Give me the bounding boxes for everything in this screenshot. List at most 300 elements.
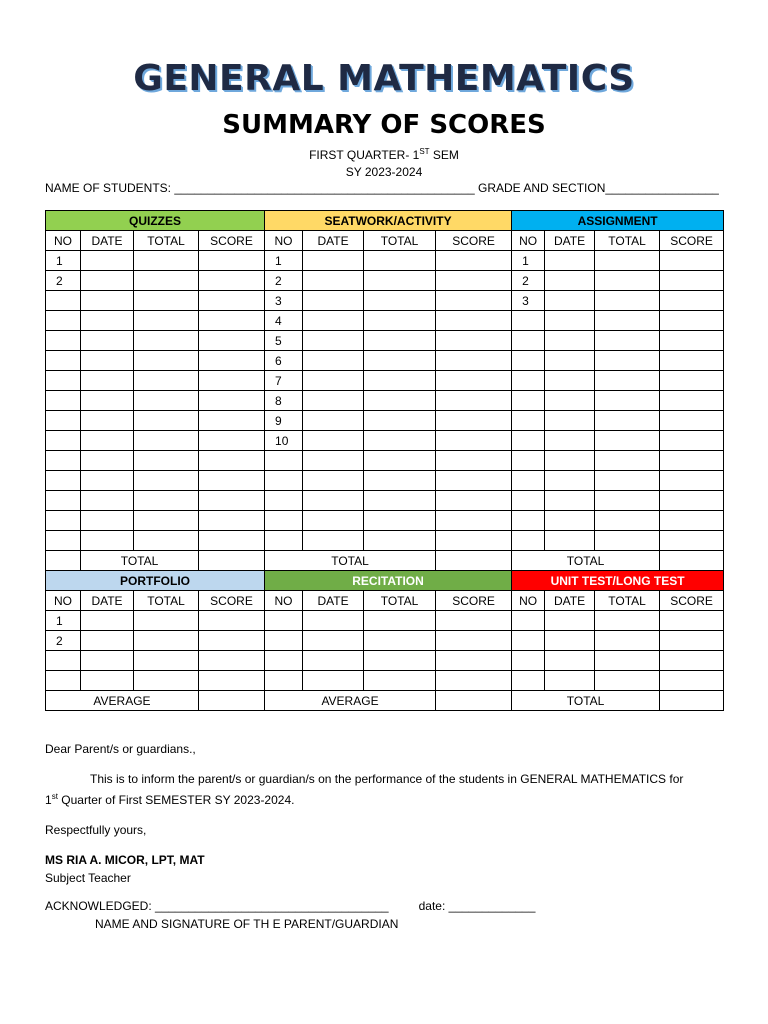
quizzes-entry-cell[interactable]: [81, 431, 134, 451]
quizzes-entry-cell[interactable]: [134, 411, 199, 431]
portfolio-entry-cell[interactable]: [134, 651, 199, 671]
seatwork-entry-cell[interactable]: [364, 511, 436, 531]
assignment-entry-cell[interactable]: [660, 431, 724, 451]
seatwork-entry-cell[interactable]: [303, 451, 364, 471]
table-row: [46, 271, 724, 291]
quizzes-no-cell: [46, 391, 81, 411]
column-header-date: DATE: [303, 591, 364, 611]
seatwork-entry-cell[interactable]: [436, 311, 512, 331]
portfolio-entry-cell[interactable]: [81, 671, 134, 691]
column-header-no: NO: [512, 591, 545, 611]
assignment-entry-cell[interactable]: [595, 311, 660, 331]
student-name-blank: _____________________________________________: [174, 181, 475, 195]
quizzes-entry-cell[interactable]: [199, 511, 265, 531]
recitation-entry-cell[interactable]: [303, 631, 364, 651]
assignment-entry-cell[interactable]: [545, 431, 595, 451]
document-title: GENERAL MATHEMATICS: [133, 58, 635, 99]
column-header-score: SCORE: [199, 231, 265, 251]
seatwork-entry-cell[interactable]: [364, 471, 436, 491]
quizzes-entry-cell[interactable]: [81, 531, 134, 551]
quizzes-entry-cell[interactable]: [81, 331, 134, 351]
quizzes-entry-cell[interactable]: [81, 371, 134, 391]
unit-test-entry-cell[interactable]: [595, 671, 660, 691]
assignment-entry-cell[interactable]: [595, 371, 660, 391]
column-header-row-2: [46, 591, 724, 611]
recitation-entry-cell[interactable]: [364, 631, 436, 651]
seatwork-entry-cell[interactable]: [303, 351, 364, 371]
assignment-entry-cell[interactable]: [595, 391, 660, 411]
quizzes-entry-cell[interactable]: [199, 451, 265, 471]
seatwork-no-cell: 7: [265, 371, 303, 391]
column-header-score: SCORE: [436, 231, 512, 251]
seatwork-entry-cell[interactable]: [303, 291, 364, 311]
column-header-total: TOTAL: [134, 231, 199, 251]
quizzes-entry-cell[interactable]: [134, 451, 199, 471]
seatwork-no-cell: 10: [265, 431, 303, 451]
seatwork-no-cell: [265, 531, 303, 551]
assignment-entry-cell[interactable]: [595, 331, 660, 351]
seatwork-entry-cell[interactable]: [364, 331, 436, 351]
column-header-score: SCORE: [660, 231, 724, 251]
quizzes-entry-cell[interactable]: [199, 391, 265, 411]
table-row: [46, 411, 724, 431]
assignment-total-label: TOTAL: [512, 551, 660, 571]
column-header-no: NO: [46, 591, 81, 611]
quizzes-no-cell: [46, 451, 81, 471]
quizzes-entry-cell[interactable]: [134, 331, 199, 351]
unit-test-no-cell: [512, 671, 545, 691]
portfolio-average-cell[interactable]: [199, 691, 265, 711]
quarter-line: FIRST QUARTER- 1ST SEM: [309, 147, 459, 162]
quizzes-total-cell[interactable]: [199, 551, 265, 571]
section-header-row-2: [46, 571, 724, 591]
seatwork-entry-cell[interactable]: [364, 411, 436, 431]
assignment-entry-cell[interactable]: [660, 451, 724, 471]
assignment-entry-cell[interactable]: [660, 251, 724, 271]
seatwork-entry-cell[interactable]: [436, 391, 512, 411]
assignment-no-cell: [512, 511, 545, 531]
assignment-entry-cell[interactable]: [545, 511, 595, 531]
quizzes-no-cell: [46, 411, 81, 431]
assignment-entry-cell[interactable]: [545, 491, 595, 511]
column-header-date: DATE: [545, 231, 595, 251]
seatwork-no-cell: 3: [265, 291, 303, 311]
unit-test-entry-cell[interactable]: [595, 631, 660, 651]
quizzes-entry-cell[interactable]: [199, 351, 265, 371]
quizzes-entry-cell[interactable]: [199, 471, 265, 491]
seatwork-entry-cell[interactable]: [364, 431, 436, 451]
table-row: [46, 611, 724, 631]
assignment-header: ASSIGNMENT: [512, 211, 724, 231]
assignment-entry-cell[interactable]: [660, 471, 724, 491]
quizzes-no-cell: [46, 431, 81, 451]
quizzes-entry-cell[interactable]: [81, 351, 134, 371]
recitation-entry-cell[interactable]: [436, 671, 512, 691]
assignment-entry-cell[interactable]: [545, 311, 595, 331]
section-header-row: [46, 211, 724, 231]
assignment-entry-cell[interactable]: [660, 351, 724, 371]
quizzes-no-cell: [46, 511, 81, 531]
quizzes-entry-cell[interactable]: [134, 371, 199, 391]
portfolio-no-cell: 2: [46, 631, 81, 651]
recitation-no-cell: [265, 671, 303, 691]
quizzes-entry-cell[interactable]: [134, 471, 199, 491]
letter-salutation: Dear Parent/s or guardians.,: [45, 742, 196, 756]
date-blank[interactable]: _____________: [448, 899, 536, 913]
recitation-entry-cell[interactable]: [364, 651, 436, 671]
seatwork-entry-cell[interactable]: [436, 491, 512, 511]
assignment-entry-cell[interactable]: [545, 271, 595, 291]
assignment-entry-cell[interactable]: [545, 531, 595, 551]
document-subtitle: SUMMARY OF SCORES: [222, 110, 546, 140]
assignment-entry-cell[interactable]: [595, 431, 660, 451]
quizzes-entry-cell[interactable]: [81, 391, 134, 411]
quizzes-entry-cell[interactable]: [199, 371, 265, 391]
portfolio-no-cell: [46, 651, 81, 671]
recitation-entry-cell[interactable]: [303, 611, 364, 631]
seatwork-entry-cell[interactable]: [303, 371, 364, 391]
assignment-entry-cell[interactable]: [545, 351, 595, 371]
seatwork-entry-cell[interactable]: [436, 511, 512, 531]
table-row: [46, 651, 724, 671]
assignment-no-cell: [512, 331, 545, 351]
seatwork-entry-cell[interactable]: [364, 271, 436, 291]
portfolio-entry-cell[interactable]: [134, 631, 199, 651]
unit-test-entry-cell[interactable]: [595, 611, 660, 631]
table-row: [46, 311, 724, 331]
assignment-entry-cell[interactable]: [545, 391, 595, 411]
acknowledgement-blank[interactable]: ___________________________________: [155, 899, 389, 913]
seatwork-header: SEATWORK/ACTIVITY: [265, 211, 512, 231]
assignment-entry-cell[interactable]: [660, 511, 724, 531]
quizzes-entry-cell[interactable]: [134, 431, 199, 451]
assignment-no-cell: 2: [512, 271, 545, 291]
assignment-entry-cell[interactable]: [595, 271, 660, 291]
quizzes-entry-cell[interactable]: [199, 531, 265, 551]
seatwork-entry-cell[interactable]: [303, 471, 364, 491]
assignment-no-cell: [512, 371, 545, 391]
table-row: [46, 451, 724, 471]
recitation-no-cell: [265, 631, 303, 651]
assignment-entry-cell[interactable]: [660, 411, 724, 431]
assignment-no-cell: [512, 311, 545, 331]
assignment-no-cell: [512, 431, 545, 451]
quizzes-entry-cell[interactable]: [199, 431, 265, 451]
seatwork-entry-cell[interactable]: [303, 511, 364, 531]
seatwork-entry-cell[interactable]: [303, 391, 364, 411]
assignment-entry-cell[interactable]: [545, 471, 595, 491]
seatwork-total-cell[interactable]: [436, 551, 512, 571]
assignment-entry-cell[interactable]: [545, 291, 595, 311]
column-header-total: TOTAL: [364, 231, 436, 251]
portfolio-entry-cell[interactable]: [199, 611, 265, 631]
unit-test-entry-cell[interactable]: [545, 611, 595, 631]
quizzes-entry-cell[interactable]: [199, 411, 265, 431]
seatwork-entry-cell[interactable]: [364, 531, 436, 551]
portfolio-entry-cell[interactable]: [134, 671, 199, 691]
seatwork-entry-cell[interactable]: [303, 431, 364, 451]
portfolio-no-cell: 1: [46, 611, 81, 631]
table-row: [46, 291, 724, 311]
seatwork-no-cell: [265, 511, 303, 531]
assignment-entry-cell[interactable]: [545, 251, 595, 271]
letter-body-2: 1st Quarter of First SEMESTER SY 2023-2024.: [45, 792, 295, 807]
assignment-entry-cell[interactable]: [660, 311, 724, 331]
seatwork-entry-cell[interactable]: [436, 531, 512, 551]
seatwork-entry-cell[interactable]: [303, 271, 364, 291]
seatwork-entry-cell[interactable]: [364, 371, 436, 391]
assignment-entry-cell[interactable]: [660, 371, 724, 391]
table-row: [46, 351, 724, 371]
unit-test-entry-cell[interactable]: [660, 611, 724, 631]
assignment-entry-cell[interactable]: [595, 491, 660, 511]
seatwork-entry-cell[interactable]: [436, 411, 512, 431]
unit-test-entry-cell[interactable]: [545, 631, 595, 651]
quizzes-entry-cell[interactable]: [134, 251, 199, 271]
assignment-no-cell: [512, 411, 545, 431]
assignment-entry-cell[interactable]: [660, 491, 724, 511]
portfolio-no-cell: [46, 671, 81, 691]
column-header-no: NO: [265, 231, 303, 251]
assignment-entry-cell[interactable]: [660, 391, 724, 411]
quizzes-no-cell: [46, 291, 81, 311]
table-row: [46, 631, 724, 651]
assignment-no-cell: [512, 451, 545, 471]
seatwork-entry-cell[interactable]: [303, 491, 364, 511]
table-row: [46, 331, 724, 351]
quizzes-no-cell: [46, 331, 81, 351]
seatwork-entry-cell[interactable]: [364, 391, 436, 411]
seatwork-entry-cell[interactable]: [303, 251, 364, 271]
assignment-entry-cell[interactable]: [545, 411, 595, 431]
quizzes-entry-cell[interactable]: [81, 411, 134, 431]
unit-test-total-cell[interactable]: [660, 691, 724, 711]
assignment-no-cell: [512, 391, 545, 411]
seatwork-entry-cell[interactable]: [303, 311, 364, 331]
seatwork-total-label: TOTAL: [265, 551, 436, 571]
column-header-date: DATE: [303, 231, 364, 251]
quizzes-entry-cell[interactable]: [134, 491, 199, 511]
seatwork-entry-cell[interactable]: [436, 291, 512, 311]
assignment-entry-cell[interactable]: [660, 331, 724, 351]
acknowledgement-row: ACKNOWLEDGED: ___________________________________ date: _____________: [45, 899, 536, 913]
unit-test-entry-cell[interactable]: [545, 671, 595, 691]
assignment-entry-cell[interactable]: [545, 371, 595, 391]
student-name-row: NAME OF STUDENTS: _____________________________________________ GRADE AND SECTION_________________: [45, 181, 719, 195]
school-year: SY 2023-2024: [345, 165, 423, 179]
seatwork-entry-cell[interactable]: [364, 351, 436, 371]
seatwork-no-cell: [265, 491, 303, 511]
portfolio-entry-cell[interactable]: [81, 631, 134, 651]
quizzes-entry-cell[interactable]: [81, 471, 134, 491]
assignment-entry-cell[interactable]: [595, 411, 660, 431]
seatwork-entry-cell[interactable]: [436, 431, 512, 451]
quizzes-entry-cell[interactable]: [81, 491, 134, 511]
assignment-no-cell: [512, 351, 545, 371]
assignment-entry-cell[interactable]: [595, 471, 660, 491]
quizzes-entry-cell[interactable]: [81, 251, 134, 271]
quizzes-entry-cell[interactable]: [199, 271, 265, 291]
column-header-total: TOTAL: [134, 591, 199, 611]
seatwork-no-cell: 4: [265, 311, 303, 331]
quizzes-entry-cell[interactable]: [134, 311, 199, 331]
assignment-no-cell: [512, 531, 545, 551]
assignment-entry-cell[interactable]: [595, 291, 660, 311]
recitation-no-cell: [265, 611, 303, 631]
assignment-entry-cell[interactable]: [545, 451, 595, 471]
seatwork-entry-cell[interactable]: [436, 331, 512, 351]
quizzes-entry-cell[interactable]: [134, 271, 199, 291]
column-header-date: DATE: [81, 231, 134, 251]
assignment-entry-cell[interactable]: [545, 331, 595, 351]
seatwork-no-cell: 5: [265, 331, 303, 351]
quizzes-no-cell: [46, 491, 81, 511]
seatwork-entry-cell[interactable]: [436, 371, 512, 391]
quizzes-no-cell: [46, 531, 81, 551]
table-row: [46, 371, 724, 391]
seatwork-no-cell: 9: [265, 411, 303, 431]
quizzes-entry-cell[interactable]: [199, 311, 265, 331]
assignment-no-cell: 1: [512, 251, 545, 271]
portfolio-entry-cell[interactable]: [81, 611, 134, 631]
seatwork-entry-cell[interactable]: [364, 491, 436, 511]
unit-test-entry-cell[interactable]: [545, 651, 595, 671]
column-header-total: TOTAL: [364, 591, 436, 611]
seatwork-no-cell: 6: [265, 351, 303, 371]
quizzes-entry-cell[interactable]: [81, 271, 134, 291]
recitation-average-cell[interactable]: [436, 691, 512, 711]
portfolio-entry-cell[interactable]: [134, 611, 199, 631]
seatwork-no-cell: 2: [265, 271, 303, 291]
table-row: [46, 431, 724, 451]
teacher-name: MS RIA A. MICOR, LPT, MAT: [45, 853, 205, 867]
quizzes-entry-cell[interactable]: [134, 531, 199, 551]
unit-test-entry-cell[interactable]: [660, 651, 724, 671]
unit-test-no-cell: [512, 631, 545, 651]
table-row: [46, 471, 724, 491]
seatwork-entry-cell[interactable]: [364, 251, 436, 271]
quizzes-total-label: TOTAL: [81, 551, 199, 571]
seatwork-entry-cell[interactable]: [303, 531, 364, 551]
recitation-entry-cell[interactable]: [436, 631, 512, 651]
column-header-no: NO: [512, 231, 545, 251]
column-header-score: SCORE: [436, 591, 512, 611]
unit-test-no-cell: [512, 651, 545, 671]
column-header-date: DATE: [545, 591, 595, 611]
total-row: [46, 551, 724, 571]
assignment-entry-cell[interactable]: [595, 451, 660, 471]
seatwork-no-cell: 8: [265, 391, 303, 411]
table-row: [46, 531, 724, 551]
assignment-entry-cell[interactable]: [660, 291, 724, 311]
unit-test-entry-cell[interactable]: [595, 651, 660, 671]
column-header-date: DATE: [81, 591, 134, 611]
recitation-entry-cell[interactable]: [364, 671, 436, 691]
recitation-entry-cell[interactable]: [303, 671, 364, 691]
assignment-entry-cell[interactable]: [595, 251, 660, 271]
recitation-entry-cell[interactable]: [436, 611, 512, 631]
seatwork-no-cell: [265, 471, 303, 491]
recitation-no-cell: [265, 651, 303, 671]
recitation-entry-cell[interactable]: [436, 651, 512, 671]
column-header-score: SCORE: [199, 591, 265, 611]
assignment-no-cell: 3: [512, 291, 545, 311]
portfolio-entry-cell[interactable]: [81, 651, 134, 671]
portfolio-entry-cell[interactable]: [199, 671, 265, 691]
seatwork-no-cell: [265, 451, 303, 471]
unit-test-header: UNIT TEST/LONG TEST: [512, 571, 724, 591]
quizzes-no-cell: [46, 471, 81, 491]
seatwork-entry-cell[interactable]: [364, 311, 436, 331]
quizzes-entry-cell[interactable]: [199, 251, 265, 271]
quizzes-entry-cell[interactable]: [81, 451, 134, 471]
quizzes-no-cell: [46, 351, 81, 371]
scores-table: [45, 210, 724, 711]
unit-test-total-label: TOTAL: [512, 691, 660, 711]
recitation-entry-cell[interactable]: [303, 651, 364, 671]
quizzes-entry-cell[interactable]: [81, 511, 134, 531]
recitation-average-label: AVERAGE: [265, 691, 436, 711]
quizzes-no-cell: 2: [46, 271, 81, 291]
quizzes-entry-cell[interactable]: [134, 351, 199, 371]
assignment-entry-cell[interactable]: [595, 511, 660, 531]
seatwork-entry-cell[interactable]: [436, 451, 512, 471]
quizzes-entry-cell[interactable]: [199, 291, 265, 311]
seatwork-entry-cell[interactable]: [436, 271, 512, 291]
quizzes-entry-cell[interactable]: [81, 291, 134, 311]
quizzes-entry-cell[interactable]: [134, 291, 199, 311]
assignment-entry-cell[interactable]: [595, 531, 660, 551]
column-header-total: TOTAL: [595, 231, 660, 251]
quizzes-no-cell: [46, 311, 81, 331]
unit-test-no-cell: [512, 611, 545, 631]
recitation-header: RECITATION: [265, 571, 512, 591]
unit-test-entry-cell[interactable]: [660, 631, 724, 651]
quizzes-entry-cell[interactable]: [134, 391, 199, 411]
table-row: [46, 391, 724, 411]
seatwork-entry-cell[interactable]: [436, 251, 512, 271]
seatwork-entry-cell[interactable]: [364, 291, 436, 311]
assignment-entry-cell[interactable]: [660, 271, 724, 291]
quizzes-entry-cell[interactable]: [134, 511, 199, 531]
seatwork-entry-cell[interactable]: [436, 471, 512, 491]
column-header-total: TOTAL: [595, 591, 660, 611]
seatwork-entry-cell[interactable]: [303, 411, 364, 431]
column-header-no: NO: [46, 231, 81, 251]
seatwork-entry-cell[interactable]: [436, 351, 512, 371]
portfolio-entry-cell[interactable]: [199, 651, 265, 671]
quizzes-entry-cell[interactable]: [199, 491, 265, 511]
letter-closing: Respectfully yours,: [45, 823, 147, 837]
recitation-entry-cell[interactable]: [364, 611, 436, 631]
quizzes-no-cell: [46, 371, 81, 391]
assignment-entry-cell[interactable]: [595, 351, 660, 371]
unit-test-entry-cell[interactable]: [660, 671, 724, 691]
table-row: [46, 511, 724, 531]
column-header-no: NO: [265, 591, 303, 611]
quizzes-header: QUIZZES: [46, 211, 265, 231]
quizzes-entry-cell[interactable]: [81, 311, 134, 331]
assignment-entry-cell[interactable]: [660, 531, 724, 551]
seatwork-no-cell: 1: [265, 251, 303, 271]
portfolio-entry-cell[interactable]: [199, 631, 265, 651]
quizzes-no-cell: 1: [46, 251, 81, 271]
assignment-total-cell[interactable]: [660, 551, 724, 571]
assignment-no-cell: [512, 471, 545, 491]
seatwork-entry-cell[interactable]: [303, 331, 364, 351]
seatwork-entry-cell[interactable]: [364, 451, 436, 471]
quizzes-entry-cell[interactable]: [199, 331, 265, 351]
